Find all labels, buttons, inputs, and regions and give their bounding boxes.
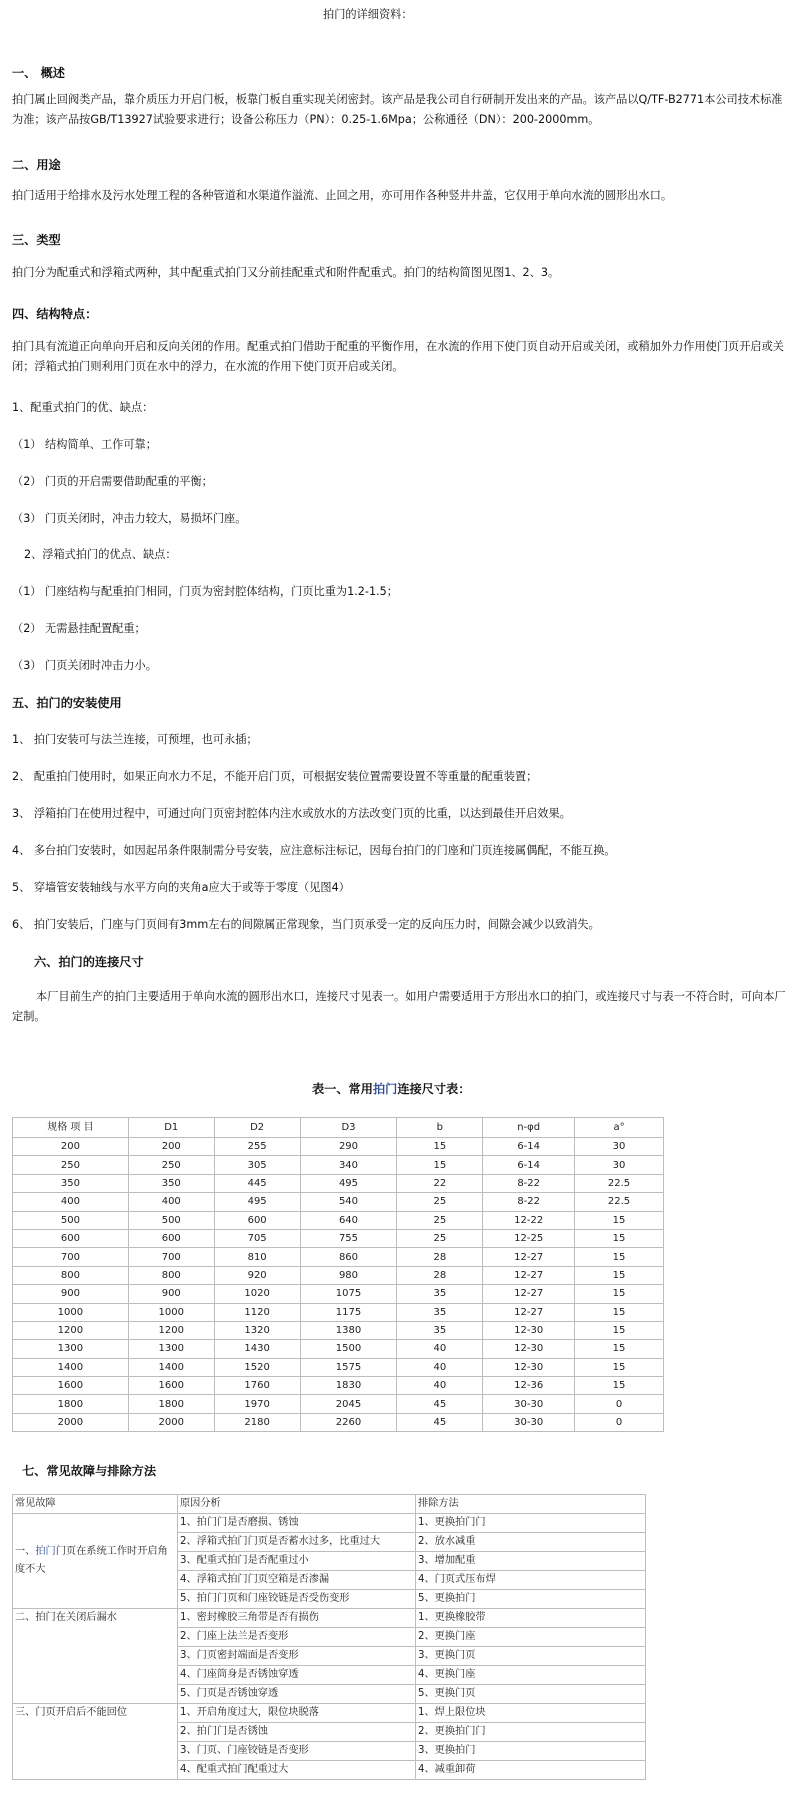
- fix-cell: 4、门页式压布焊: [416, 1571, 646, 1590]
- table-row: [13, 1156, 664, 1174]
- list-item: 2、浮箱式拍门的优点、缺点：: [24, 548, 177, 561]
- table-cell: 25: [397, 1229, 483, 1247]
- cause-cell: 1、拍门门是否磨损、锈蚀: [178, 1514, 416, 1533]
- table-cell: 15: [397, 1138, 483, 1156]
- table-cell: 495: [300, 1174, 397, 1192]
- table-cell: 400: [128, 1193, 214, 1211]
- table-cell: 500: [128, 1211, 214, 1229]
- table-cell: 800: [128, 1266, 214, 1284]
- column-header: 常见故障: [13, 1495, 178, 1514]
- table-cell: 30: [575, 1156, 664, 1174]
- table-cell: 2000: [13, 1413, 129, 1431]
- list-item: 3、 浮箱拍门在使用过程中，可通过向门页密封腔体内注水或放水的方法改变门页的比重，以达到最佳开启效果。: [12, 807, 571, 820]
- table-row: [13, 1138, 664, 1156]
- table-cell: 12-27: [483, 1248, 575, 1266]
- table-row: [13, 1395, 664, 1413]
- fix-cell: 1、更换拍门门: [416, 1514, 646, 1533]
- table-cell: 1300: [13, 1340, 129, 1358]
- table-header-row: [13, 1118, 664, 1138]
- table-cell: 1760: [214, 1377, 300, 1395]
- table-row: [13, 1248, 664, 1266]
- table-1-title-suffix: 连接尺寸表：: [397, 1082, 471, 1096]
- table-cell: 705: [214, 1229, 300, 1247]
- column-header: b: [397, 1118, 483, 1138]
- table-cell: 40: [397, 1358, 483, 1376]
- table-cell: 30-30: [483, 1413, 575, 1431]
- table-cell: 15: [575, 1248, 664, 1266]
- table-cell: 2045: [300, 1395, 397, 1413]
- table-cell: 35: [397, 1285, 483, 1303]
- list-item: （3） 门页关闭时冲击力小。: [12, 659, 157, 672]
- fix-cell: 1、焊上限位块: [416, 1704, 646, 1723]
- table-row: [13, 1193, 664, 1211]
- table-cell: 22: [397, 1174, 483, 1192]
- table-cell: 25: [397, 1193, 483, 1211]
- table-cell: 980: [300, 1266, 397, 1284]
- table-cell: 6-14: [483, 1156, 575, 1174]
- table-cell: 1380: [300, 1321, 397, 1339]
- table-cell: 15: [575, 1211, 664, 1229]
- table-cell: 340: [300, 1156, 397, 1174]
- table-cell: 15: [575, 1266, 664, 1284]
- table-cell: 30-30: [483, 1395, 575, 1413]
- fix-cell: 1、更换橡胶带: [416, 1609, 646, 1628]
- table-cell: 1830: [300, 1377, 397, 1395]
- column-header: 排除方法: [416, 1495, 646, 1514]
- fault-cell: 三、门页开启后不能回位: [13, 1704, 178, 1780]
- table-row: [13, 1174, 664, 1192]
- table-cell: 15: [575, 1321, 664, 1339]
- table-1-title-link[interactable]: 拍门: [372, 1082, 398, 1096]
- table-cell: 400: [13, 1193, 129, 1211]
- section-7-title: 七、常见故障与排除方法: [22, 1464, 157, 1478]
- table-row: [13, 1413, 664, 1431]
- table-row: [13, 1340, 664, 1358]
- table-cell: 1430: [214, 1340, 300, 1358]
- table-cell: 15: [575, 1285, 664, 1303]
- connection-size-table: [12, 1117, 664, 1432]
- table-cell: 2000: [128, 1413, 214, 1431]
- table-cell: 800: [13, 1266, 129, 1284]
- table-cell: 12-30: [483, 1340, 575, 1358]
- list-item: （3） 门页关闭时，冲击力较大，易损坏门座。: [12, 512, 247, 525]
- table-cell: 1600: [128, 1377, 214, 1395]
- table-row: [13, 1609, 646, 1628]
- table-cell: 15: [575, 1229, 664, 1247]
- table-cell: 2180: [214, 1413, 300, 1431]
- table-cell: 12-30: [483, 1321, 575, 1339]
- table-cell: 35: [397, 1321, 483, 1339]
- table-cell: 600: [128, 1229, 214, 1247]
- table-cell: 15: [575, 1340, 664, 1358]
- column-header: n-φd: [483, 1118, 575, 1138]
- list-item: （2） 无需悬挂配置配重；: [12, 622, 146, 635]
- section-3-text: 拍门分为配重式和浮箱式两种，其中配重式拍门又分前挂配重式和附件配重式。拍门的结构简图见图1、2、3。: [12, 266, 560, 279]
- cause-cell: 1、密封橡胶三角带是否有损伤: [178, 1609, 416, 1628]
- table-cell: 15: [575, 1303, 664, 1321]
- section-3-title: 三、类型: [12, 233, 61, 247]
- list-item: 1、配重式拍门的优、缺点：: [12, 401, 154, 414]
- column-header: D2: [214, 1118, 300, 1138]
- table-cell: 700: [128, 1248, 214, 1266]
- table-cell: 1000: [128, 1303, 214, 1321]
- table-row: [13, 1358, 664, 1376]
- fix-cell: 2、更换门座: [416, 1628, 646, 1647]
- table-1-title: [312, 1080, 470, 1097]
- cause-cell: 1、开启角度过大，限位块脱落: [178, 1704, 416, 1723]
- fault-cell: [13, 1514, 178, 1609]
- table-cell: 640: [300, 1211, 397, 1229]
- table-cell: 8-22: [483, 1193, 575, 1211]
- table-cell: 6-14: [483, 1138, 575, 1156]
- table-cell: 30: [575, 1138, 664, 1156]
- table-cell: 445: [214, 1174, 300, 1192]
- table-cell: 700: [13, 1248, 129, 1266]
- list-item: 5、 穿墙管安装轴线与水平方向的夹角a应大于或等于零度（见图4）: [12, 881, 350, 894]
- column-header: a°: [575, 1118, 664, 1138]
- section-1-text: 拍门属止回阀类产品，靠介质压力开启门板，板靠门板自重实现关闭密封。该产品是我公司自行研制开发出来的产品。该产品以Q/TF-B2771本公司技术标准为准；该产品按GB/T13927试验要求进行；设备公称压力（PN）：0.25-1.6Mpa；公称通径（DN）：200-2000mm。: [12, 93, 783, 126]
- section-4-title: 四、结构特点：: [12, 307, 98, 321]
- table-cell: 200: [128, 1138, 214, 1156]
- table-cell: 15: [575, 1358, 664, 1376]
- table-cell: 0: [575, 1413, 664, 1431]
- cause-cell: 4、门座筒身是否锈蚀穿透: [178, 1666, 416, 1685]
- fix-cell: 3、更换拍门: [416, 1742, 646, 1761]
- table-cell: 25: [397, 1211, 483, 1229]
- page-header: 拍门的详细资料：: [323, 8, 413, 21]
- table-cell: 250: [128, 1156, 214, 1174]
- cause-cell: 4、浮箱式拍门门页空箱是否渗漏: [178, 1571, 416, 1590]
- fix-cell: 3、更换门页: [416, 1647, 646, 1666]
- table-cell: 12-27: [483, 1266, 575, 1284]
- table-cell: 15: [397, 1156, 483, 1174]
- list-item: （2） 门页的开启需要借助配重的平衡；: [12, 475, 213, 488]
- table-cell: 28: [397, 1248, 483, 1266]
- list-item: 2、 配重拍门使用时，如果正向水力不足，不能开启门页，可根据安装位置需要设置不等重量的配重装置；: [12, 770, 538, 783]
- table-cell: 1575: [300, 1358, 397, 1376]
- table-cell: 1970: [214, 1395, 300, 1413]
- column-header: D1: [128, 1118, 214, 1138]
- table-cell: 1400: [13, 1358, 129, 1376]
- cause-cell: 4、配重式拍门配重过大: [178, 1761, 416, 1780]
- table-cell: 200: [13, 1138, 129, 1156]
- cause-cell: 2、门座上法兰是否变形: [178, 1628, 416, 1647]
- table-cell: 22.5: [575, 1174, 664, 1192]
- list-item: 1、 拍门安装可与法兰连接，可预埋，也可永插；: [12, 733, 258, 746]
- table-cell: 250: [13, 1156, 129, 1174]
- table-cell: 12-27: [483, 1303, 575, 1321]
- table-cell: 40: [397, 1377, 483, 1395]
- cause-cell: 2、拍门门是否锈蚀: [178, 1723, 416, 1742]
- fix-cell: 4、更换门座: [416, 1666, 646, 1685]
- table-cell: 8-22: [483, 1174, 575, 1192]
- table-cell: 1520: [214, 1358, 300, 1376]
- table-cell: 0: [575, 1395, 664, 1413]
- table-row: [13, 1285, 664, 1303]
- table-cell: 1020: [214, 1285, 300, 1303]
- fix-cell: 4、减重卸荷: [416, 1761, 646, 1780]
- section-6-text: 本厂目前生产的拍门主要适用于单向水流的圆形出水口，连接尺寸见表一。如用户需要适用于方形出水口的拍门，或连接尺寸与表一不符合时，可向本厂定制。: [12, 990, 786, 1023]
- table-cell: 12-27: [483, 1285, 575, 1303]
- table-cell: 1800: [128, 1395, 214, 1413]
- table-1-title-prefix: 表一、常用: [312, 1082, 373, 1096]
- table-cell: 255: [214, 1138, 300, 1156]
- table-cell: 1120: [214, 1303, 300, 1321]
- table-cell: 1300: [128, 1340, 214, 1358]
- column-header: 规格 项 目: [13, 1118, 129, 1138]
- table-cell: 1600: [13, 1377, 129, 1395]
- table-cell: 45: [397, 1413, 483, 1431]
- table-row: [13, 1211, 664, 1229]
- table-cell: 600: [214, 1211, 300, 1229]
- fix-cell: 2、更换拍门门: [416, 1723, 646, 1742]
- section-2-title: 二、用途: [12, 158, 61, 172]
- table-cell: 45: [397, 1395, 483, 1413]
- table-row: [13, 1321, 664, 1339]
- table-cell: 290: [300, 1138, 397, 1156]
- table-row: [13, 1303, 664, 1321]
- section-5-title: 五、拍门的安装使用: [12, 696, 122, 710]
- cause-cell: 5、拍门门页和门座铰链是否受伤变形: [178, 1590, 416, 1609]
- table-cell: 900: [128, 1285, 214, 1303]
- fault-cell: 二、拍门在关闭后漏水: [13, 1609, 178, 1704]
- table-cell: 15: [575, 1377, 664, 1395]
- table-cell: 12-36: [483, 1377, 575, 1395]
- table-cell: 1075: [300, 1285, 397, 1303]
- list-item: 6、 拍门安装后，门座与门页间有3mm左右的间隙属正常现象，当门页承受一定的反向压力时，间隙会减少以致消失。: [12, 918, 600, 931]
- table-cell: 860: [300, 1248, 397, 1266]
- table-cell: 1400: [128, 1358, 214, 1376]
- table-row: [13, 1704, 646, 1723]
- table-cell: 40: [397, 1340, 483, 1358]
- table-cell: 810: [214, 1248, 300, 1266]
- table-cell: 1200: [128, 1321, 214, 1339]
- table-cell: 1000: [13, 1303, 129, 1321]
- troubleshooting-table: [12, 1494, 646, 1780]
- cause-cell: 5、门页是否锈蚀穿透: [178, 1685, 416, 1704]
- table-cell: 1800: [13, 1395, 129, 1413]
- table-header-row: [13, 1495, 646, 1514]
- table-cell: 1500: [300, 1340, 397, 1358]
- table-cell: 500: [13, 1211, 129, 1229]
- fix-cell: 2、放水减重: [416, 1533, 646, 1552]
- table-cell: 2260: [300, 1413, 397, 1431]
- table-cell: 12-30: [483, 1358, 575, 1376]
- fix-cell: 3、增加配重: [416, 1552, 646, 1571]
- table-cell: 12-22: [483, 1211, 575, 1229]
- table-cell: 1200: [13, 1321, 129, 1339]
- list-item: （1） 结构简单、工作可靠；: [12, 438, 157, 451]
- table-cell: 1175: [300, 1303, 397, 1321]
- table-cell: 495: [214, 1193, 300, 1211]
- table-row: [13, 1377, 664, 1395]
- table-cell: 35: [397, 1303, 483, 1321]
- table-cell: 28: [397, 1266, 483, 1284]
- table-cell: 900: [13, 1285, 129, 1303]
- table-row: [13, 1229, 664, 1247]
- list-item: （1） 门座结构与配重拍门相同，门页为密封腔体结构，门页比重为1.2-1.5；: [12, 585, 398, 598]
- cause-cell: 3、配重式拍门是否配重过小: [178, 1552, 416, 1571]
- cause-cell: 3、门页、门座铰链是否变形: [178, 1742, 416, 1761]
- table-cell: 22.5: [575, 1193, 664, 1211]
- section-1-title: 一、 概述: [12, 66, 65, 80]
- fix-cell: 5、更换拍门: [416, 1590, 646, 1609]
- fault-suffix: 门页在系统工作时开启角度不大: [15, 1546, 168, 1575]
- table-row: [13, 1514, 646, 1533]
- table-cell: 12-25: [483, 1229, 575, 1247]
- table-cell: 350: [128, 1174, 214, 1192]
- section-2-text: 拍门适用于给排水及污水处理工程的各种管道和水渠道作溢流、止回之用，亦可用作各种竖井井盖，它仅用于单向水流的圆形出水口。: [12, 189, 673, 202]
- fix-cell: 5、更换门页: [416, 1685, 646, 1704]
- table-cell: 1320: [214, 1321, 300, 1339]
- table-cell: 600: [13, 1229, 129, 1247]
- table-cell: 540: [300, 1193, 397, 1211]
- table-cell: 755: [300, 1229, 397, 1247]
- section-6-title: 六、拍门的连接尺寸: [34, 955, 144, 969]
- table-cell: 305: [214, 1156, 300, 1174]
- fault-link[interactable]: 拍门: [35, 1546, 56, 1557]
- fault-prefix: 一、: [15, 1546, 36, 1557]
- column-header: 原因分析: [178, 1495, 416, 1514]
- cause-cell: 3、门页密封端面是否变形: [178, 1647, 416, 1666]
- list-item: 4、 多台拍门安装时，如因起吊条件限制需分号安装，应注意标注标记，因每台拍门的门座和门页连接属偶配，不能互换。: [12, 844, 616, 857]
- table-cell: 920: [214, 1266, 300, 1284]
- column-header: D3: [300, 1118, 397, 1138]
- table-cell: 350: [13, 1174, 129, 1192]
- section-4-text: 拍门具有流道正向单向开启和反向关闭的作用。配重式拍门借助于配重的平衡作用，在水流的作用下使门页自动开启或关闭，或稍加外力作用使门页开启或关闭；浮箱式拍门则利用门页在水中的浮力，在水流的作用下使门页开启或关闭。: [12, 340, 784, 373]
- cause-cell: 2、浮箱式拍门门页是否蓄水过多，比重过大: [178, 1533, 416, 1552]
- table-row: [13, 1266, 664, 1284]
